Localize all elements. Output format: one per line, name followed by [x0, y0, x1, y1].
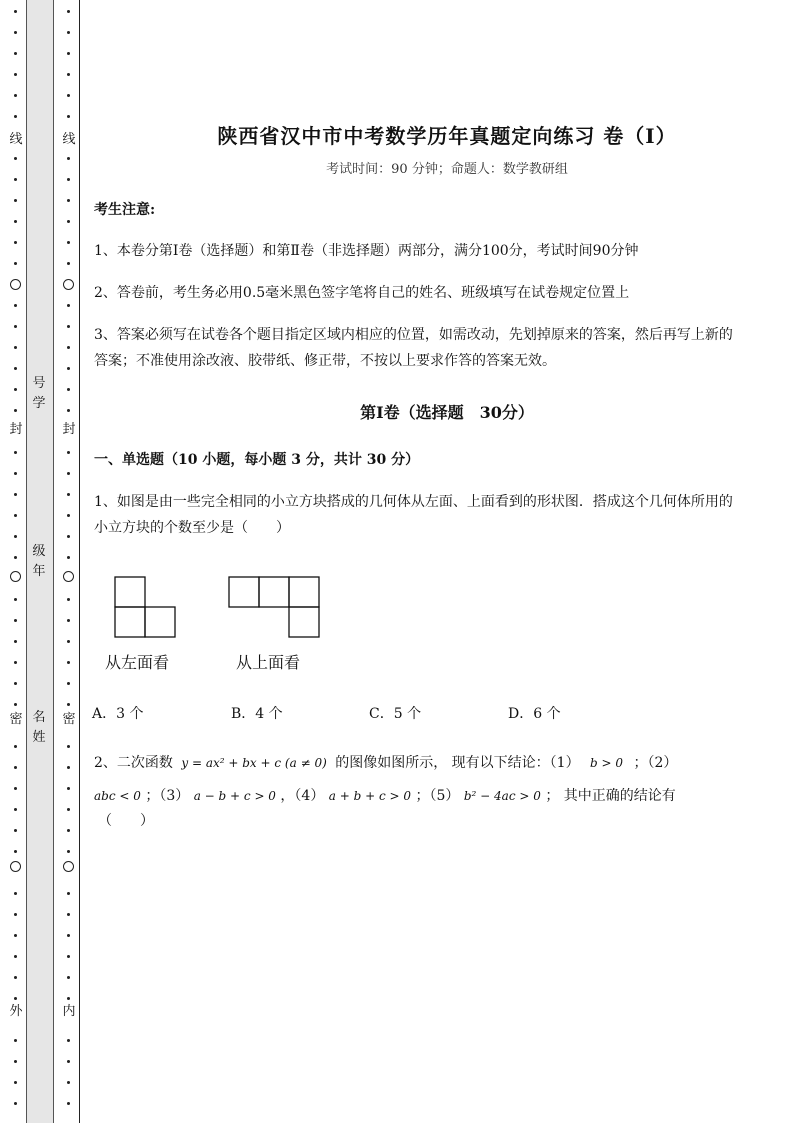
outer-dot — [14, 10, 17, 13]
q2-conclusion-1: b > 0 — [590, 756, 624, 770]
inner-dot — [67, 325, 70, 328]
inner-dot — [67, 661, 70, 664]
inner-dot — [67, 10, 70, 13]
outer-dot — [14, 955, 17, 958]
outer-dot — [14, 619, 17, 622]
outer-dot — [14, 913, 17, 916]
question-2-line-2 — [94, 783, 744, 809]
outer-dot — [14, 1039, 17, 1042]
outer-dot — [14, 367, 17, 370]
q2-label-2: ；（2） — [633, 755, 678, 771]
margin-divider-line — [79, 0, 80, 1123]
inner-dot — [67, 850, 70, 853]
top-view-figure — [228, 576, 320, 638]
inner-dot — [67, 178, 70, 181]
inner-dot — [67, 409, 70, 412]
outer-dot — [14, 535, 17, 538]
outer-dot — [14, 52, 17, 55]
q2-label-4: ，（4） — [280, 788, 325, 804]
outer-dot — [14, 472, 17, 475]
outer-dot — [14, 934, 17, 937]
field-name-char-1: 名 — [32, 710, 46, 725]
inner-dot — [67, 346, 70, 349]
page-title: 陕西省汉中市中考数学历年真题定向练习 卷（Ⅰ） — [217, 124, 677, 148]
outer-dot — [14, 787, 17, 790]
inner-dot — [67, 493, 70, 496]
outer-dot — [14, 220, 17, 223]
outer-dot — [14, 703, 17, 706]
inner-dot — [67, 514, 70, 517]
outer-dot — [14, 451, 17, 454]
outer-dot — [14, 388, 17, 391]
outer-dot — [14, 1060, 17, 1063]
inner-dot — [67, 262, 70, 265]
inner-dot — [67, 934, 70, 937]
inner-dot — [67, 766, 70, 769]
outer-dot — [14, 976, 17, 979]
outer-dot — [14, 892, 17, 895]
inner-dot — [67, 241, 70, 244]
outer-ring-icon — [10, 861, 21, 872]
outer-char: 密 — [9, 712, 23, 727]
inner-ring-icon — [63, 571, 74, 582]
inner-dot — [67, 304, 70, 307]
left-view-label: 从左面看 — [105, 653, 170, 672]
part1-title: 第Ⅰ卷（选择题 30分） — [360, 403, 534, 422]
inner-dot — [67, 388, 70, 391]
inner-dot — [67, 556, 70, 559]
left-view-figure — [114, 576, 176, 638]
binding-margin — [0, 0, 82, 1123]
outer-dot — [14, 346, 17, 349]
outer-dot — [14, 745, 17, 748]
inner-dotted-line — [62, 0, 76, 1123]
inner-dot — [67, 115, 70, 118]
outer-dot — [14, 556, 17, 559]
question-2-line-1 — [94, 750, 744, 776]
inner-dot — [67, 619, 70, 622]
inner-dot — [67, 892, 70, 895]
outer-dot — [14, 640, 17, 643]
notice-item-1: 1、本卷分第Ⅰ卷（选择题）和第Ⅱ卷（非选择题）两部分，满分100分，考试时间90分钟 — [94, 243, 639, 259]
inner-ring-icon — [63, 861, 74, 872]
inner-dot — [67, 808, 70, 811]
q2-conclusion-4: a + b + c > 0 — [328, 789, 412, 803]
inner-dot — [67, 598, 70, 601]
inner-char: 内 — [62, 1004, 76, 1019]
q1-option-a[interactable]: A．3 个 — [92, 706, 144, 722]
outer-dot — [14, 325, 17, 328]
inner-char: 线 — [62, 132, 76, 147]
q2-conclusion-5: b² − 4ac > 0 — [463, 789, 541, 803]
exam-info: 考试时间：90 分钟；命题人：数学教研组 — [326, 162, 568, 177]
notice-item-3: 3、答案必须写在试卷各个题目指定区域内相应的位置，如需改动，先划掉原来的答案，然后再写上新的答案；不准使用涂改液、胶带纸、修正带，不按以上要求作答的答案无效。 — [94, 327, 733, 369]
outer-dot — [14, 766, 17, 769]
question-1-text: 1、如图是由一些完全相同的小立方块搭成的几何体从左面、上面看到的形状图．搭成这个几何体所用的小立方块的个数至少是（ ） — [94, 494, 733, 536]
q1-option-c[interactable]: C．5 个 — [369, 706, 422, 722]
q2-prefix: 2、二次函数 — [94, 755, 173, 771]
q1-option-d[interactable]: D．6 个 — [508, 706, 561, 722]
inner-dot — [67, 367, 70, 370]
outer-dot — [14, 682, 17, 685]
q2-label-3: ；（3） — [145, 788, 190, 804]
outer-dot — [14, 850, 17, 853]
inner-dot — [67, 31, 70, 34]
inner-dot — [67, 94, 70, 97]
outer-dot — [14, 1102, 17, 1105]
inner-dot — [67, 1039, 70, 1042]
outer-dot — [14, 661, 17, 664]
inner-dot — [67, 913, 70, 916]
outer-dot — [14, 157, 17, 160]
outer-dot — [14, 178, 17, 181]
inner-dot — [67, 52, 70, 55]
field-grade-char-1: 级 — [32, 544, 46, 559]
inner-dot — [67, 745, 70, 748]
inner-dot — [67, 535, 70, 538]
inner-dot — [67, 1102, 70, 1105]
inner-dot — [67, 73, 70, 76]
inner-dot — [67, 640, 70, 643]
inner-dot — [67, 220, 70, 223]
outer-char: 线 — [9, 132, 23, 147]
outer-dot — [14, 997, 17, 1000]
inner-dot — [67, 955, 70, 958]
inner-char: 封 — [62, 422, 76, 437]
notice-heading: 考生注意: — [94, 202, 156, 218]
outer-dot — [14, 199, 17, 202]
inner-char: 密 — [62, 712, 76, 727]
inner-dot — [67, 787, 70, 790]
outer-dot — [14, 829, 17, 832]
q2-label-5: ；（5） — [415, 788, 460, 804]
q2-formula: y = ax² + bx + c (a ≠ 0) — [181, 756, 327, 770]
q1-option-b[interactable]: B．4 个 — [231, 706, 283, 722]
field-name-char-2: 姓 — [32, 730, 46, 745]
outer-dot — [14, 304, 17, 307]
inner-dot — [67, 157, 70, 160]
outer-dot — [14, 1081, 17, 1084]
q2-answer-paren: （ ） — [98, 813, 154, 829]
field-student-id-char-1: 号 — [32, 376, 46, 391]
outer-ring-icon — [10, 571, 21, 582]
outer-dotted-line — [9, 0, 23, 1123]
q2-conclusion-3: a − b + c > 0 — [193, 789, 276, 803]
outer-char: 封 — [9, 422, 23, 437]
inner-dot — [67, 682, 70, 685]
outer-dot — [14, 94, 17, 97]
inner-dot — [67, 472, 70, 475]
outer-dot — [14, 409, 17, 412]
inner-dot — [67, 199, 70, 202]
outer-dot — [14, 493, 17, 496]
inner-dot — [67, 829, 70, 832]
outer-ring-icon — [10, 279, 21, 290]
inner-dot — [67, 976, 70, 979]
inner-dot — [67, 451, 70, 454]
outer-dot — [14, 241, 17, 244]
outer-dot — [14, 73, 17, 76]
inner-dot — [67, 1060, 70, 1063]
outer-dot — [14, 598, 17, 601]
inner-dot — [67, 703, 70, 706]
q2-mid: 的图像如图所示， 现有以下结论：（1） — [335, 755, 580, 771]
inner-dot — [67, 997, 70, 1000]
outer-dot — [14, 808, 17, 811]
notice-item-2: 2、答卷前，考生务必用0.5毫米黑色签字笔将自己的姓名、班级填写在试卷规定位置上 — [94, 285, 630, 301]
section-heading: 一、单选题（10 小题，每小题 3 分，共计 30 分） — [94, 452, 420, 468]
student-info-band — [26, 0, 54, 1123]
field-student-id-char-2: 学 — [32, 396, 46, 411]
outer-dot — [14, 115, 17, 118]
q2-tail: ； 其中正确的结论有 — [545, 788, 676, 804]
q2-conclusion-2: abc < 0 — [94, 789, 141, 803]
inner-ring-icon — [63, 279, 74, 290]
outer-char: 外 — [9, 1004, 23, 1019]
top-view-label: 从上面看 — [236, 653, 301, 672]
inner-dot — [67, 1081, 70, 1084]
outer-dot — [14, 262, 17, 265]
outer-dot — [14, 31, 17, 34]
field-grade-char-2: 年 — [32, 564, 46, 579]
outer-dot — [14, 514, 17, 517]
